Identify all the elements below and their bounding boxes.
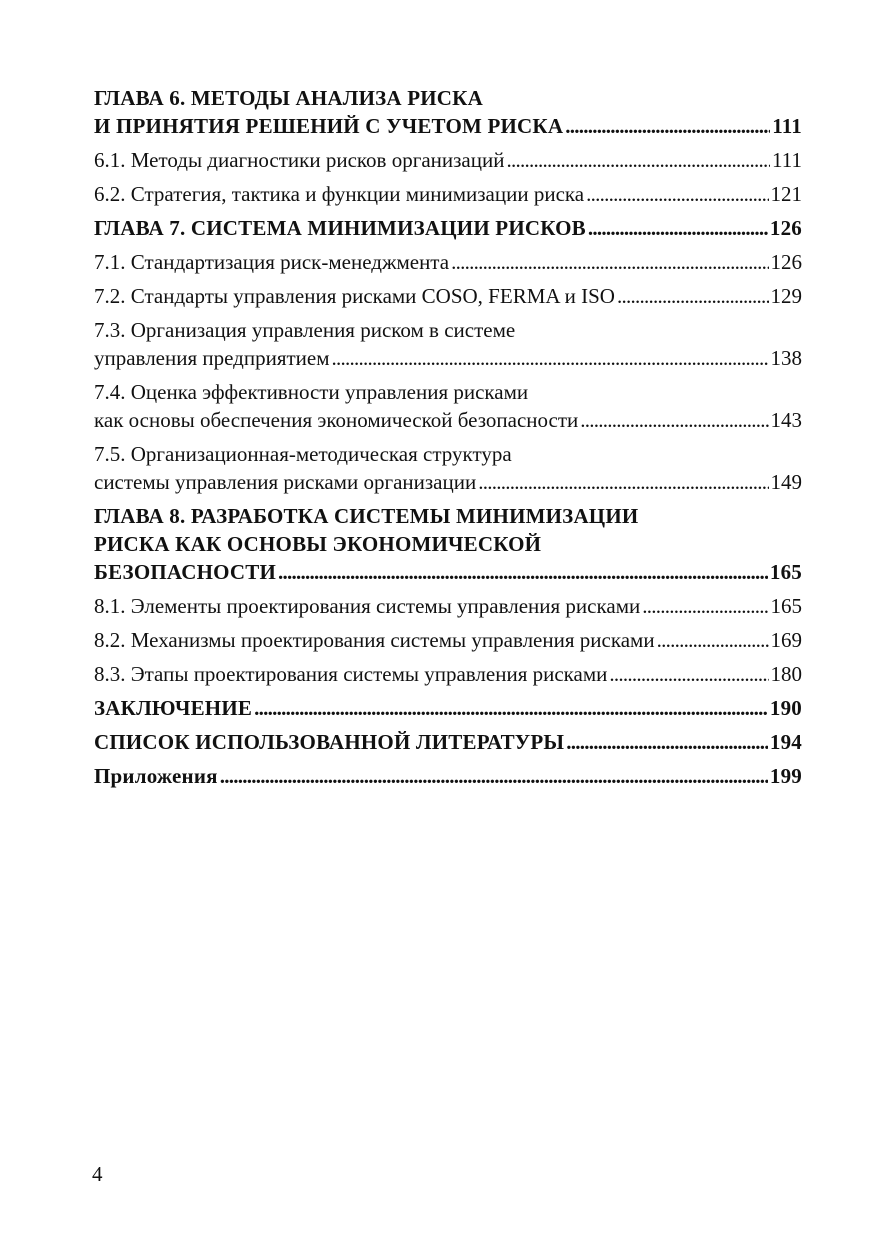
toc-entry-title-line: как основы обеспечения экономической безопасности: [94, 408, 579, 432]
toc-section-entry: [94, 248, 802, 276]
toc-entry-row: [94, 344, 802, 372]
toc-entry-title-line: ГЛАВА 8. РАЗРАБОТКА СИСТЕМЫ МИНИМИЗАЦИИ: [94, 504, 639, 528]
toc-entry-row: [94, 626, 802, 654]
toc-entry-title-line: 6.2. Стратегия, тактика и функции минимизации риска: [94, 182, 585, 206]
dot-leader: [617, 282, 769, 310]
toc-entry-title-line: ГЛАВА 6. МЕТОДЫ АНАЛИЗА РИСКА: [94, 86, 483, 110]
toc-entry-row: [94, 762, 802, 790]
toc-page-number: 121: [770, 182, 802, 206]
dot-leader: [451, 248, 768, 276]
toc-section-entry: [94, 626, 802, 654]
toc-entry-row: [94, 406, 802, 434]
toc-chapter-entry: [94, 762, 802, 790]
toc-page-number: 165: [770, 594, 802, 618]
toc-entry-row: [94, 248, 802, 276]
dot-leader: [254, 694, 768, 722]
toc-chapter-entry: [94, 214, 802, 242]
toc-entry-title-line: 7.2. Стандарты управления рисками COSO, FERMA и ISO: [94, 284, 615, 308]
toc-page-number: 126: [770, 250, 802, 274]
dot-leader: [586, 180, 768, 208]
toc-section-entry: [94, 316, 802, 372]
toc-entry-row: [94, 728, 802, 756]
toc-entry-title-line: РИСКА КАК ОСНОВЫ ЭКОНОМИЧЕСКОЙ: [94, 532, 542, 556]
toc-entry-row: [94, 214, 802, 242]
toc-chapter-entry: [94, 728, 802, 756]
toc-entry-title-line: И ПРИНЯТИЯ РЕШЕНИЙ С УЧЕТОМ РИСКА: [94, 114, 564, 138]
toc-entry-title-line: СПИСОК ИСПОЛЬЗОВАННОЙ ЛИТЕРАТУРЫ: [94, 730, 565, 754]
toc-page-number: 165: [769, 560, 802, 584]
toc-entry-title-line: Приложения: [94, 764, 218, 788]
dot-leader: [506, 146, 770, 174]
toc-chapter-entry: [94, 84, 802, 140]
toc-section-entry: [94, 592, 802, 620]
toc-entry-row: [94, 558, 802, 586]
toc-entry-row: [94, 694, 802, 722]
toc-section-entry: [94, 180, 802, 208]
toc-entry-title-line: БЕЗОПАСНОСТИ: [94, 560, 277, 584]
toc-entry-title-line: 8.3. Этапы проектирования системы управления рисками: [94, 662, 608, 686]
dot-leader: [609, 660, 768, 688]
toc-chapter-entry: [94, 502, 802, 586]
toc-entry-title-line: системы управления рисками организации: [94, 470, 477, 494]
dot-leader: [657, 626, 769, 654]
toc-section-entry: [94, 378, 802, 434]
dot-leader: [642, 592, 768, 620]
toc-page-number: 143: [770, 408, 802, 432]
toc-entry-title-line: ГЛАВА 7. СИСТЕМА МИНИМИЗАЦИИ РИСКОВ: [94, 216, 586, 240]
toc-page-number: 138: [770, 346, 802, 370]
toc-entry-row: [94, 282, 802, 310]
toc-page-number: 199: [769, 764, 802, 788]
dot-leader: [565, 112, 770, 140]
page-number: 4: [92, 1162, 103, 1186]
dot-leader: [278, 558, 768, 586]
dot-leader: [588, 214, 768, 242]
toc-entry-row: [94, 468, 802, 496]
toc-entry-title-line: управления предприятием: [94, 346, 330, 370]
toc-section-entry: [94, 146, 802, 174]
toc-page-number: 180: [770, 662, 802, 686]
dot-leader: [566, 728, 768, 756]
toc-chapter-entry: [94, 694, 802, 722]
toc-page-number: 149: [770, 470, 802, 494]
toc-entry-title-line: 6.1. Методы диагностики рисков организаций: [94, 148, 505, 172]
toc-page-number: 129: [770, 284, 802, 308]
toc-section-entry: [94, 660, 802, 688]
toc-page-number: 111: [772, 148, 802, 172]
toc-section-entry: [94, 282, 802, 310]
toc-entry-row: [94, 146, 802, 174]
toc-page-number: 126: [769, 216, 802, 240]
dot-leader: [220, 762, 768, 790]
toc-entry-row: [94, 660, 802, 688]
toc-entry-title-line: ЗАКЛЮЧЕНИЕ: [94, 696, 253, 720]
toc-entry-title-line: 7.4. Оценка эффективности управления рисками: [94, 380, 529, 404]
dot-leader: [580, 406, 768, 434]
toc-entry-title-line: 7.5. Организационная-методическая структура: [94, 442, 512, 466]
toc-entry-row: [94, 112, 802, 140]
toc-entry-title-line: 8.2. Механизмы проектирования системы управления рисками: [94, 628, 655, 652]
toc-page-number: 190: [769, 696, 802, 720]
dot-leader: [332, 344, 769, 372]
dot-leader: [478, 468, 768, 496]
toc-entry-row: [94, 592, 802, 620]
toc-section-entry: [94, 440, 802, 496]
toc-page-number: 111: [772, 114, 802, 138]
toc-entry-title-line: 7.3. Организация управления риском в системе: [94, 318, 516, 342]
table-of-contents: [94, 84, 802, 796]
toc-entry-title-line: 7.1. Стандартизация риск-менеджмента: [94, 250, 450, 274]
toc-page-number: 194: [769, 730, 802, 754]
toc-entry-row: [94, 180, 802, 208]
toc-page-number: 169: [770, 628, 802, 652]
toc-entry-title-line: 8.1. Элементы проектирования системы управления рисками: [94, 594, 641, 618]
